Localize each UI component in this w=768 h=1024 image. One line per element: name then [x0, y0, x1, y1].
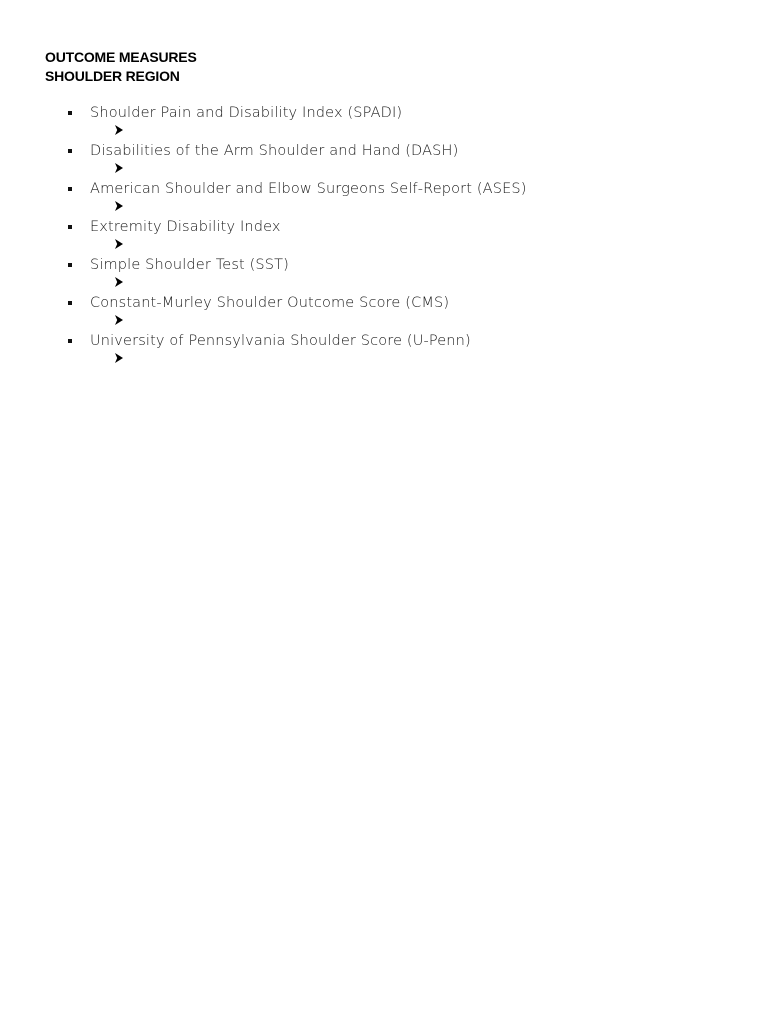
measure-label: Shoulder Pain and Disability Index (SPADI) [90, 105, 403, 121]
arrow-bullet-icon [114, 277, 124, 287]
square-bullet-icon [68, 149, 72, 153]
square-bullet-icon [68, 187, 72, 191]
heading-subtitle: SHOULDER REGION [45, 68, 180, 84]
arrow-bullet-icon [114, 201, 124, 211]
arrow-bullet-icon [114, 125, 124, 135]
square-bullet-icon [68, 339, 72, 343]
measure-label: Disabilities of the Arm Shoulder and Hand (DASH) [90, 143, 459, 159]
list-item [0, 103, 768, 141]
list-item [0, 293, 768, 331]
measure-label: Constant-Murley Shoulder Outcome Score (CMS) [90, 295, 450, 311]
measure-label: American Shoulder and Elbow Surgeons Self-Report (ASES) [90, 181, 527, 197]
list-item [0, 179, 768, 217]
list-item [0, 141, 768, 179]
measure-label: Extremity Disability Index [90, 219, 281, 235]
square-bullet-icon [68, 301, 72, 305]
arrow-bullet-icon [114, 315, 124, 325]
measure-label: Simple Shoulder Test (SST) [90, 257, 289, 273]
arrow-bullet-icon [114, 239, 124, 249]
heading-title: OUTCOME MEASURES [45, 49, 197, 65]
outcome-measures-list [0, 103, 768, 369]
list-item [0, 217, 768, 255]
document-heading [45, 48, 197, 86]
list-item [0, 331, 768, 369]
square-bullet-icon [68, 111, 72, 115]
arrow-bullet-icon [114, 163, 124, 173]
measure-label: University of Pennsylvania Shoulder Score (U-Penn) [90, 333, 471, 349]
list-item [0, 255, 768, 293]
square-bullet-icon [68, 225, 72, 229]
arrow-bullet-icon [114, 353, 124, 363]
square-bullet-icon [68, 263, 72, 267]
